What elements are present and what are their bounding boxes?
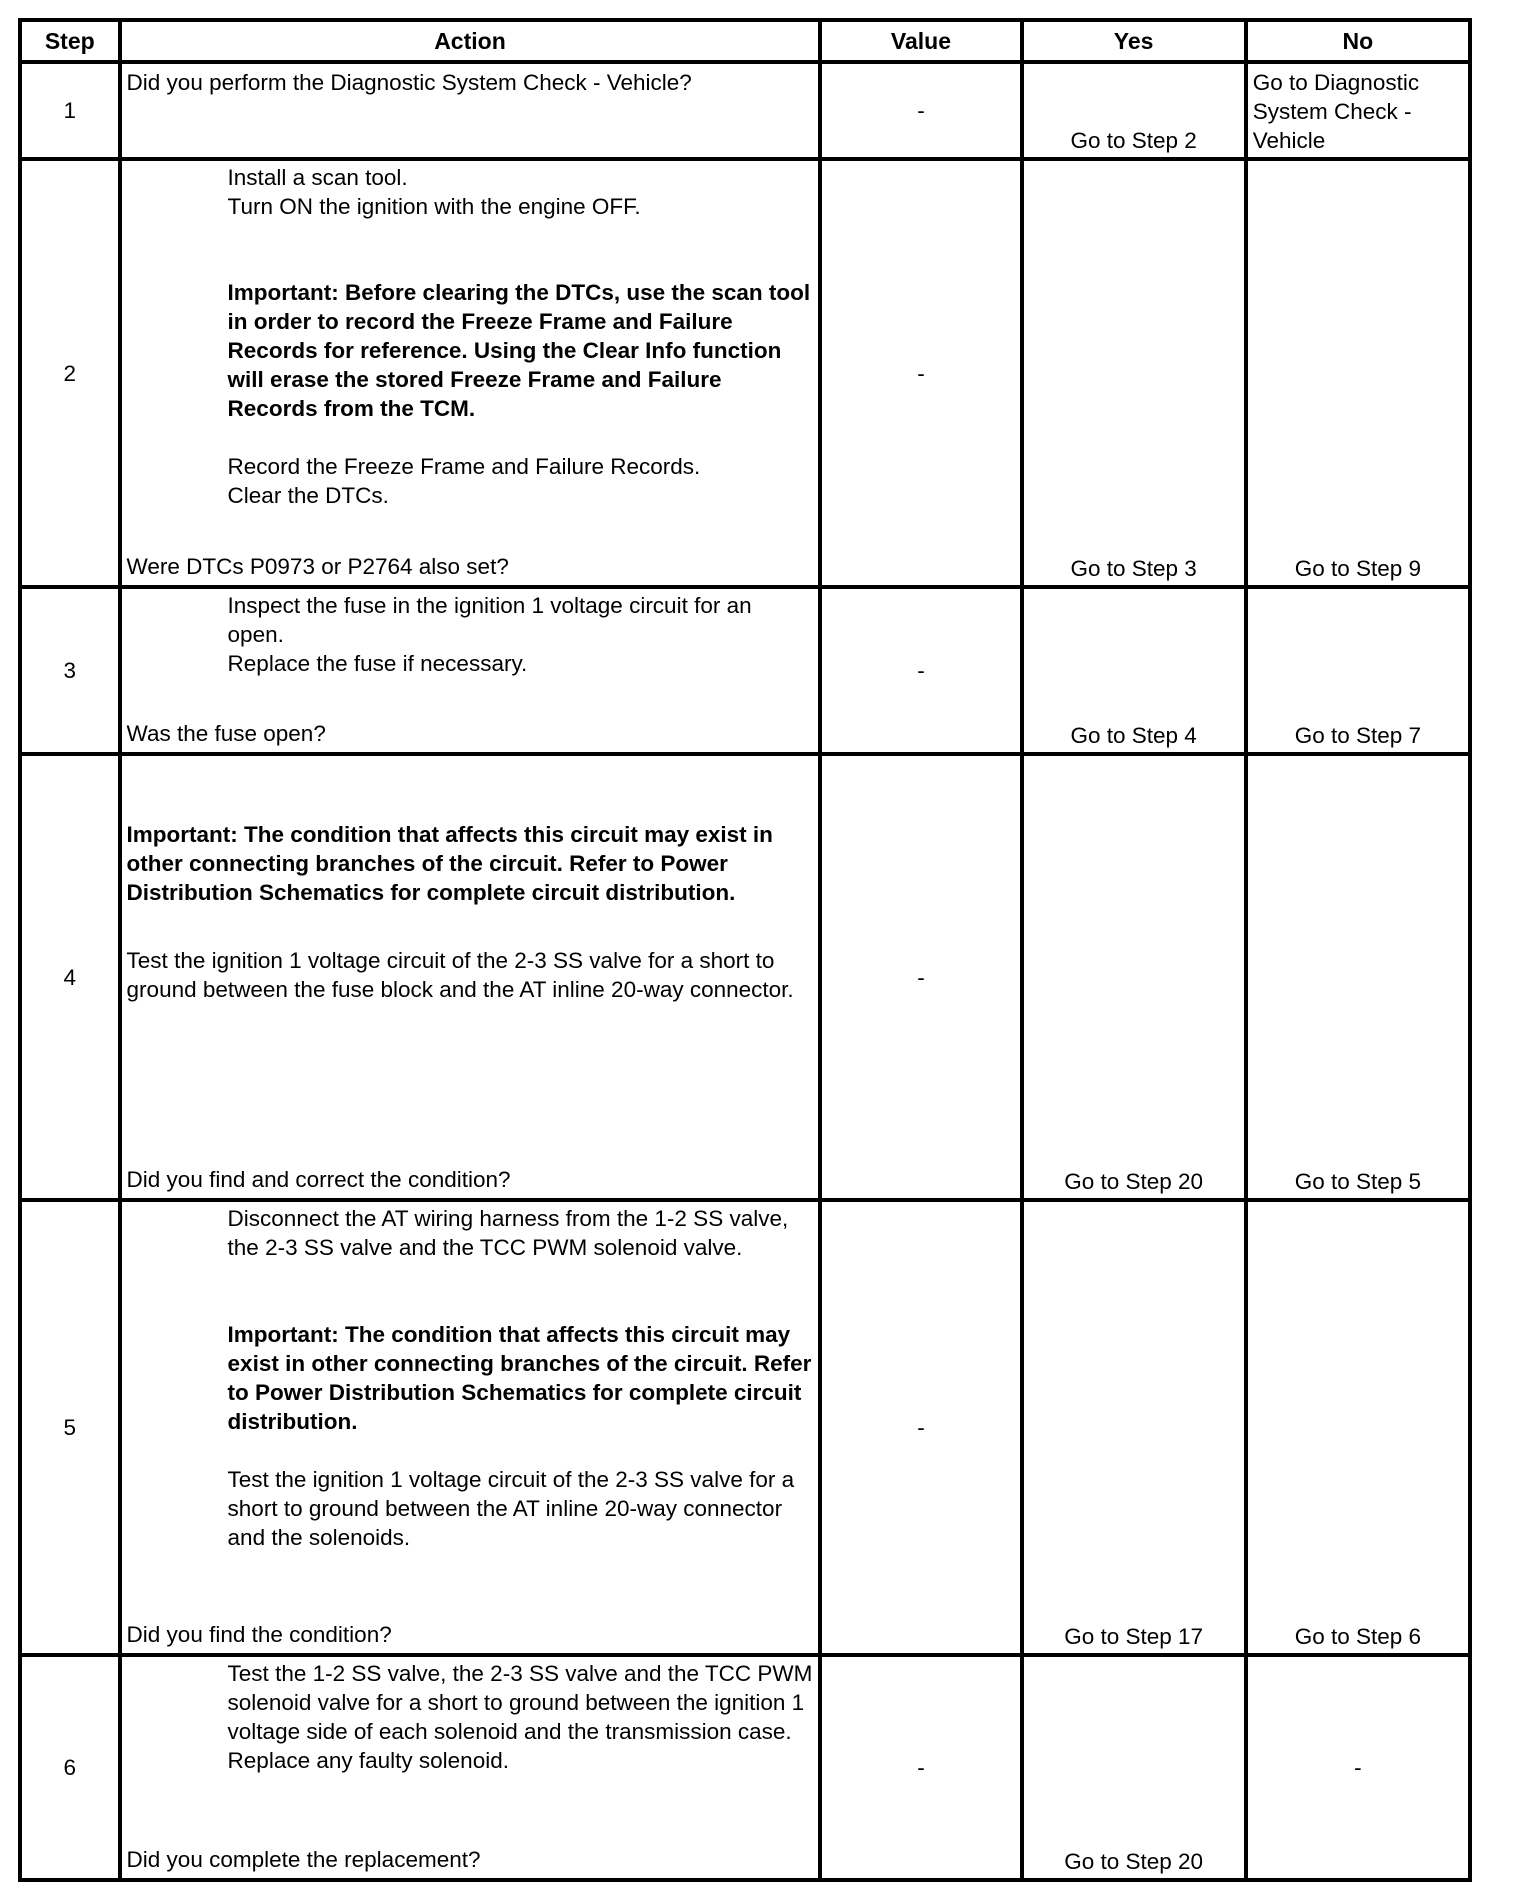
- action-question: Did you find and correct the condition?: [126, 1167, 511, 1192]
- action-cell: [120, 1200, 821, 1655]
- header-step: Step: [20, 20, 120, 62]
- step-number: 2: [20, 159, 120, 587]
- yes-cell: Go to Step 3: [1022, 159, 1246, 587]
- step-number: 1: [20, 62, 120, 159]
- header-value: Value: [820, 20, 1021, 62]
- value-cell: -: [820, 62, 1021, 159]
- action-step-text: Install a scan tool.: [227, 165, 408, 190]
- no-cell: -: [1246, 1655, 1470, 1880]
- no-cell: Go to Diagnostic System Check - Vehicle: [1246, 62, 1470, 159]
- yes-cell: Go to Step 2: [1022, 62, 1246, 159]
- diagnostic-table: [18, 18, 1472, 1882]
- step-number: 6: [20, 1655, 120, 1880]
- action-cell: [120, 1655, 821, 1880]
- value-cell: -: [820, 1655, 1021, 1880]
- value-cell: -: [820, 754, 1021, 1200]
- action-question: Were DTCs P0973 or P2764 also set?: [126, 554, 509, 579]
- value-cell: -: [820, 587, 1021, 754]
- action-question: Did you find the condition?: [126, 1622, 392, 1647]
- action-step-text: Disconnect the AT wiring harness from the 1-2 SS valve, the 2-3 SS valve and the TCC PWM solenoid valve.: [227, 1206, 789, 1260]
- no-cell: Go to Step 5: [1246, 754, 1470, 1200]
- table-header-row: [20, 20, 1470, 62]
- table-row: [20, 62, 1470, 159]
- no-cell: Go to Step 7: [1246, 587, 1470, 754]
- action-step-text: Test the ignition 1 voltage circuit of the 2-3 SS valve for a short to ground between the AT inline 20-way connector and the solenoids.: [227, 1467, 795, 1550]
- action-step-text: Turn ON the ignition with the engine OFF.: [227, 194, 641, 219]
- header-action: Action: [120, 20, 821, 62]
- step-number: 3: [20, 587, 120, 754]
- important-note: Important: The condition that affects this circuit may exist in other connecting branches of the circuit. Refer to Power Distribution Schematics for complete circuit distribution.: [227, 1322, 812, 1434]
- no-cell: Go to Step 6: [1246, 1200, 1470, 1655]
- yes-cell: Go to Step 20: [1022, 1655, 1246, 1880]
- action-step-text: Inspect the fuse in the ignition 1 voltage circuit for an open.: [227, 593, 752, 647]
- no-cell: Go to Step 9: [1246, 159, 1470, 587]
- table-row: [20, 754, 1470, 1200]
- value-cell: -: [820, 159, 1021, 587]
- value-cell: -: [820, 1200, 1021, 1655]
- yes-cell: Go to Step 4: [1022, 587, 1246, 754]
- action-step-text: Record the Freeze Frame and Failure Records.: [227, 454, 701, 479]
- header-no: No: [1246, 20, 1470, 62]
- action-text: Did you perform the Diagnostic System Check - Vehicle?: [126, 70, 692, 95]
- table-row: [20, 1655, 1470, 1880]
- action-question: Was the fuse open?: [126, 721, 326, 746]
- action-step-text: Test the 1-2 SS valve, the 2-3 SS valve and the TCC PWM solenoid valve for a short to ground between the ignition 1 voltage side of each solenoid and the transmission case.: [227, 1661, 813, 1744]
- important-note: Important: The condition that affects this circuit may exist in other connecting branches of the circuit. Refer to Power Distribution Schematics for complete circuit distribution.: [126, 822, 773, 905]
- header-yes: Yes: [1022, 20, 1246, 62]
- action-question: Did you complete the replacement?: [126, 1847, 481, 1872]
- table-row: [20, 587, 1470, 754]
- action-cell: [120, 587, 821, 754]
- step-number: 4: [20, 754, 120, 1200]
- important-note: Important: Before clearing the DTCs, use the scan tool in order to record the Freeze Frame and Failure Records for reference. Using the Clear Info function will erase the stored Freeze Frame and Failure Records from the TCM.: [227, 280, 811, 421]
- action-cell: [120, 159, 821, 587]
- action-step-text: Replace any faulty solenoid.: [227, 1748, 509, 1773]
- yes-cell: Go to Step 20: [1022, 754, 1246, 1200]
- table-row: [20, 1200, 1470, 1655]
- action-cell: [120, 754, 821, 1200]
- action-step-text: Clear the DTCs.: [227, 483, 389, 508]
- action-cell: [120, 62, 821, 159]
- action-step-text: Replace the fuse if necessary.: [227, 651, 528, 676]
- yes-cell: Go to Step 17: [1022, 1200, 1246, 1655]
- step-number: 5: [20, 1200, 120, 1655]
- action-step-text: Test the ignition 1 voltage circuit of the 2-3 SS valve for a short to ground between the fuse block and the AT inline 20-way connector.: [126, 948, 794, 1002]
- table-row: [20, 159, 1470, 587]
